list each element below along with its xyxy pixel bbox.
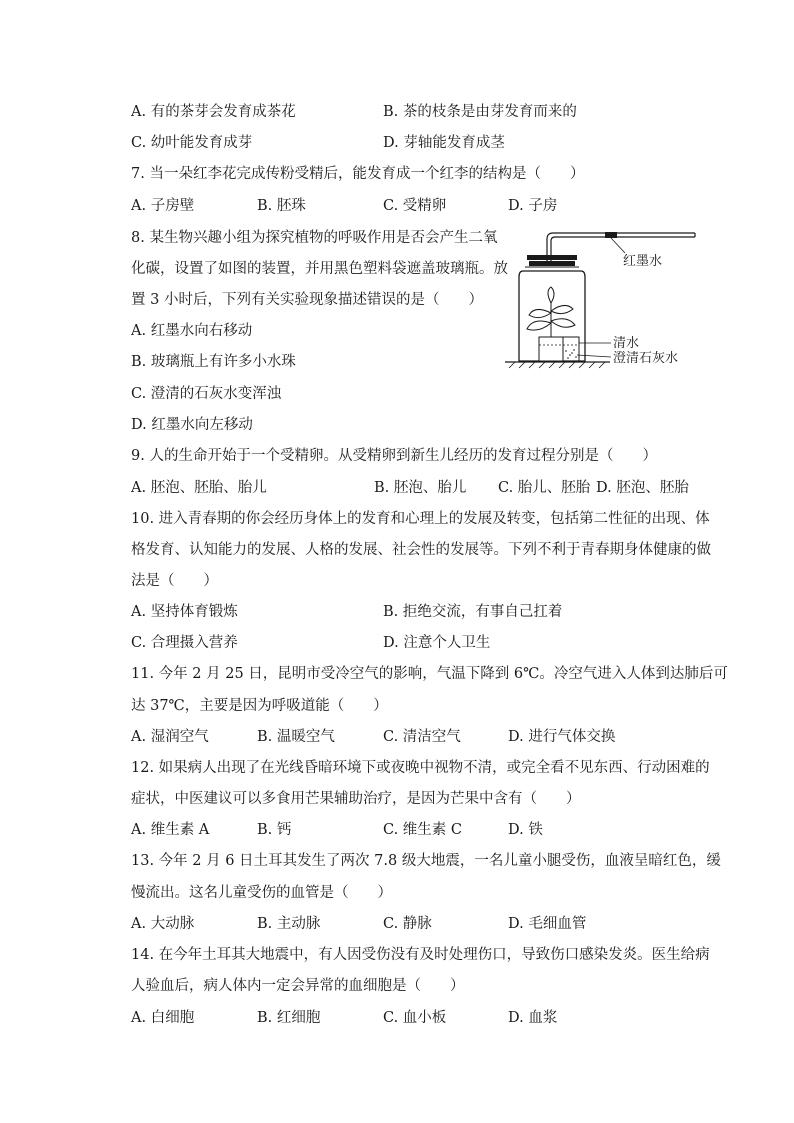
q14-option-c: C. 血小板 [383,1010,447,1026]
q6-option-a: A. 有的茶芽会发育成茶花 [131,104,296,120]
q8-option-b: B. 玻璃瓶上有许多小水珠 [131,354,296,370]
q8-stem-line-1: 8. 某生物兴趣小组为探究植物的呼吸作用是否会产生二氧 [131,230,498,246]
q13-option-b: B. 主动脉 [257,916,321,932]
q13-stem-line-1: 13. 今年 2 月 6 日土耳其发生了两次 7.8 级大地震，一名儿童小腿受伤，血液呈暗红色，缓 [131,853,721,869]
q6-option-d: D. 芽轴能发育成茎 [383,135,505,151]
q10-stem-line-1: 10. 进入青春期的你会经历身体上的发育和心理上的发展及转变，包括第二性征的出现、体 [131,511,710,527]
q13-option-a: A. 大动脉 [131,916,195,932]
stopper-bottom [529,261,575,266]
q12-option-a: A. 维生素 A [131,822,210,838]
label-red-ink: 红墨水 [623,254,663,269]
q11-option-c: C. 清洁空气 [383,729,461,745]
q13-option-c: C. 静脉 [383,916,432,932]
q14-option-a: A. 白细胞 [131,1010,195,1026]
q14-stem-line-2: 人验血后，病人体内一定会异常的血细胞是（ ） [131,978,465,994]
q10-stem-line-2: 格发育、认知能力的发展、人格的发展、社会性的发展等。下列不利于青春期身体健康的做 [131,542,711,558]
q8-apparatus-figure [505,225,705,375]
q11-option-b: B. 温暖空气 [257,729,335,745]
label-limewater: 澄清石灰水 [613,351,679,366]
q8-stem-line-2: 化碳，设置了如图的装置，并用黑色塑料袋遮盖玻璃瓶。放 [131,261,508,277]
q8-option-a: A. 红墨水向右移动 [131,323,253,339]
q10-option-b: B. 拒绝交流，有事自己扛着 [383,604,563,620]
q12-option-c: C. 维生素 C [383,822,462,838]
q7-option-d: D. 子房 [508,198,558,214]
q12-option-d: D. 铁 [508,822,543,838]
q11-stem-line-1: 11. 今年 2 月 25 日，昆明市受冷空气的影响，气温下降到 6℃。冷空气进入人体到达肺后可 [131,666,728,682]
plant-pot [539,337,563,361]
q10-option-c: C. 合理摄入营养 [131,635,238,651]
q9-option-b: B. 胚泡、胎儿 [374,480,467,496]
q10-option-d: D. 注意个人卫生 [383,635,491,651]
limewater-dots [565,349,577,359]
q11-option-d: D. 进行气体交换 [508,729,616,745]
ground-hatch [509,362,605,368]
q14-option-b: B. 红细胞 [257,1010,321,1026]
q8-option-c: C. 澄清的石灰水变浑浊 [131,386,282,402]
q9-option-a: A. 胚泡、胚胎、胎儿 [131,480,267,496]
q7-option-c: C. 受精卵 [383,198,447,214]
stopper-top [527,255,577,260]
q7-option-b: B. 胚珠 [257,198,306,214]
q11-option-a: A. 湿润空气 [131,729,209,745]
q12-stem-line-2: 症状，中医建议可以多食用芒果辅助治疗，是因为芒果中含有（ ） [131,791,581,807]
q10-stem-line-3: 法是（ ） [131,573,218,589]
q10-option-a: A. 坚持体育锻炼 [131,604,238,620]
q6-option-b: B. 茶的枝条是由芽发育而来的 [383,104,577,120]
q14-option-d: D. 血浆 [508,1010,558,1026]
q9-stem: 9. 人的生命开始于一个受精卵。从受精卵到新生儿经历的发育过程分别是（ ） [131,448,657,464]
q14-stem-line-1: 14. 在今年土耳其大地震中，有人因受伤没有及时处理伤口，导致伤口感染发炎。医生给病 [131,947,710,963]
q6-option-c: C. 幼叶能发育成芽 [131,135,253,151]
q13-stem-line-2: 慢流出。这名儿童受伤的血管是（ ） [131,885,392,901]
red-ink-drop [605,232,617,238]
q7-option-a: A. 子房壁 [131,198,195,214]
q7-stem: 7. 当一朵红李花完成传粉受精后，能发育成一个红李的结构是（ ） [131,166,585,182]
q11-stem-line-2: 达 37℃，主要是因为呼吸道能（ ） [131,698,388,714]
q12-stem-line-1: 12. 如果病人出现了在光线昏暗环境下或夜晚中视物不清，或完全看不见东西、行动困难的 [131,760,710,776]
label-clear-water: 清水 [613,336,640,351]
q12-option-b: B. 钙 [257,822,292,838]
q8-option-d: D. 红墨水向左移动 [131,417,253,433]
q9-option-d: D. 胚泡、胚胎 [596,480,689,496]
q9-option-c: C. 胎儿、胚胎 [498,480,591,496]
q13-option-d: D. 毛细血管 [508,916,587,932]
plant [527,287,575,342]
q8-stem-line-3: 置 3 小时后，下列有关实验现象描述错误的是（ ） [131,292,483,308]
